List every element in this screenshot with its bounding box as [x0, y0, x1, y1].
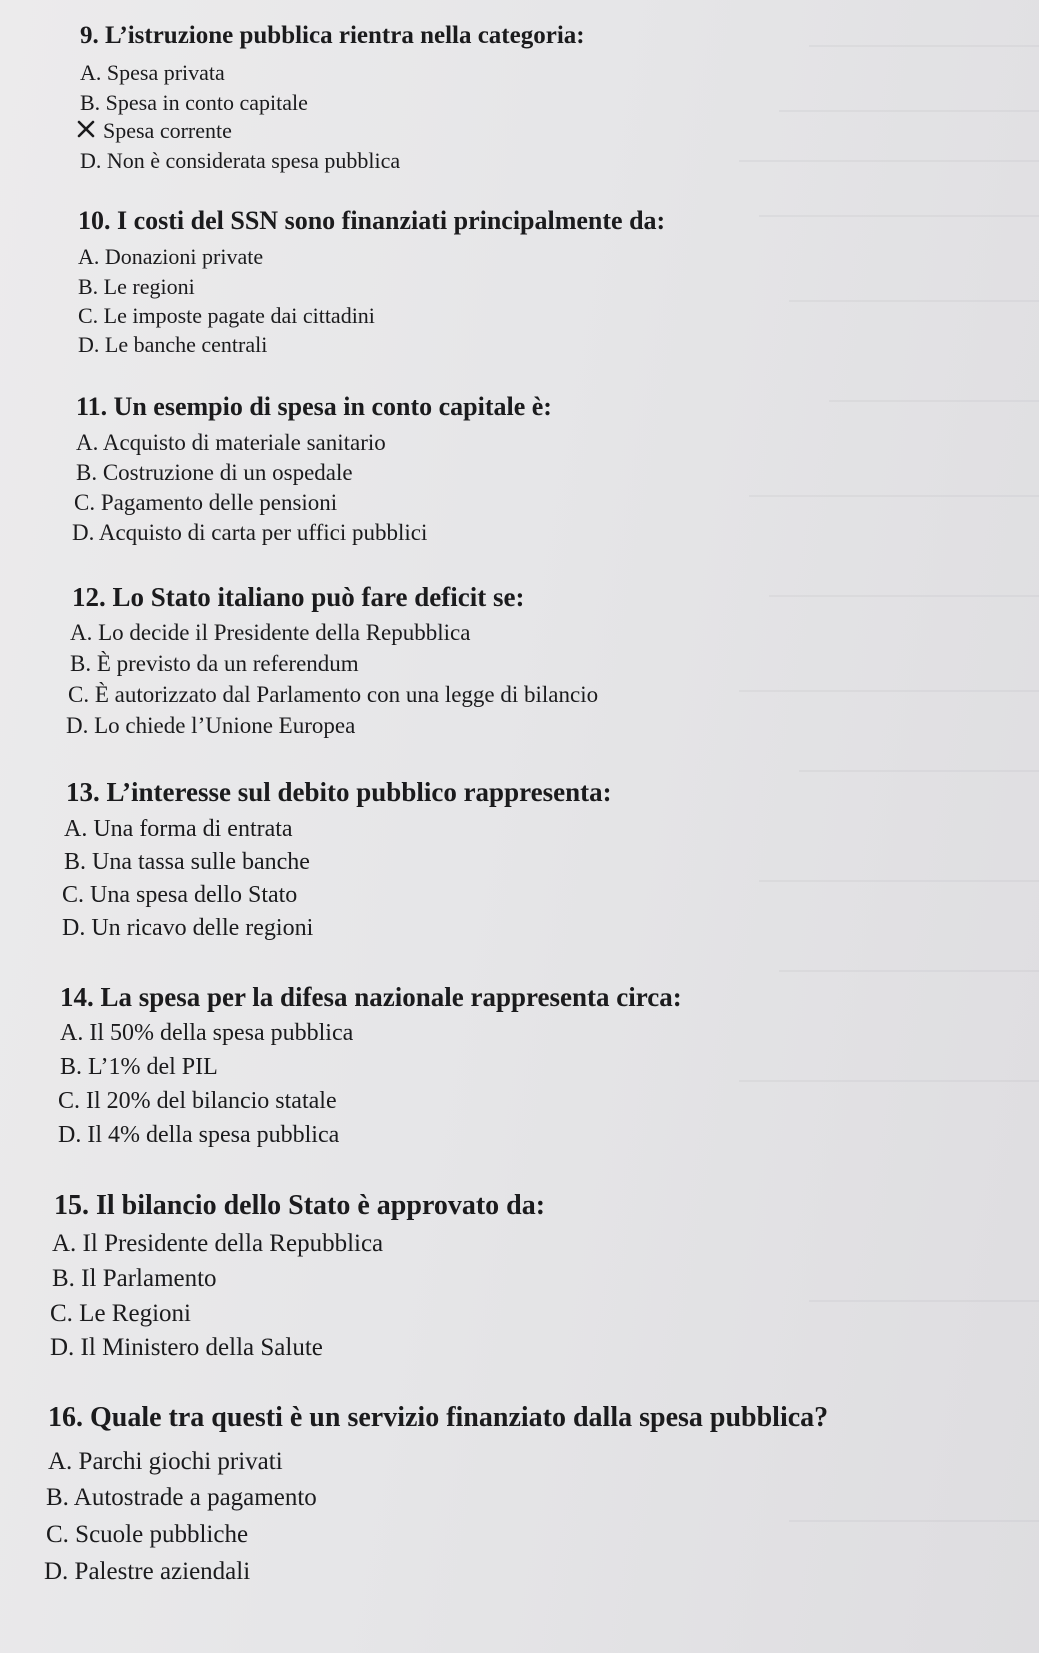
answer-option-d: D. Le banche centrali	[78, 332, 268, 357]
answer-option-c: C. Pagamento delle pensioni	[74, 490, 338, 515]
answer-option-a: A. Il Presidente della Repubblica	[52, 1230, 384, 1257]
answer-option-a: A. Lo decide il Presidente della Repubblica	[70, 620, 471, 645]
answer-option-b: B. L’1% del PIL	[60, 1054, 218, 1080]
answer-option-d: D. Un ricavo delle regioni	[62, 915, 314, 941]
answer-option-a: A. Il 50% della spesa pubblica	[60, 1020, 354, 1046]
answer-option-c: C. Scuole pubbliche	[46, 1521, 249, 1548]
answer-option-b: B. Costruzione di un ospedale	[76, 460, 353, 485]
answer-option-a: A. Una forma di entrata	[64, 816, 293, 842]
answer-option-c: C. Una spesa dello Stato	[62, 882, 298, 908]
answer-option-a: A. Spesa privata	[80, 60, 225, 85]
answer-option-d: D. Non è considerata spesa pubblica	[80, 148, 401, 173]
answer-option-b: B. È previsto da un referendum	[70, 651, 359, 676]
answer-option-b: B. Una tassa sulle banche	[64, 849, 310, 875]
answer-option-a: A. Acquisto di materiale sanitario	[76, 430, 386, 455]
answer-option-b: B. Il Parlamento	[52, 1265, 217, 1292]
answer-option-c: C. Le imposte pagate dai cittadini	[78, 303, 375, 328]
answer-option-d: D. Lo chiede l’Unione Europea	[66, 713, 356, 738]
question-title: 11. Un esempio di spesa in conto capitale è:	[76, 392, 552, 421]
answer-option-d: D. Il Ministero della Salute	[50, 1334, 323, 1361]
answer-option-b: B. Le regioni	[78, 274, 195, 299]
answer-option-c: Spesa corrente	[103, 118, 232, 143]
question-title: 10. I costi del SSN sono finanziati principalmente da:	[78, 206, 666, 235]
answer-option-a: A. Parchi giochi privati	[48, 1448, 283, 1475]
answer-option-c: C. È autorizzato dal Parlamento con una legge di bilancio	[68, 682, 599, 707]
question-title: 16. Quale tra questi è un servizio finanziato dalla spesa pubblica?	[48, 1402, 829, 1433]
answer-option-c: C. Le Regioni	[50, 1300, 191, 1327]
question-title: 12. Lo Stato italiano può fare deficit se:	[72, 582, 525, 612]
answer-option-b: B. Spesa in conto capitale	[80, 90, 308, 115]
answer-option-d: D. Acquisto di carta per uffici pubblici	[72, 520, 428, 545]
question-title: 13. L’interesse sul debito pubblico rappresenta:	[66, 777, 612, 807]
question-title: 9. L’istruzione pubblica rientra nella categoria:	[80, 22, 585, 49]
answer-option-d: D. Il 4% della spesa pubblica	[58, 1122, 340, 1148]
answer-option-c: C. Il 20% del bilancio statale	[58, 1088, 337, 1114]
answer-option-a: A. Donazioni private	[78, 244, 264, 269]
question-title: 15. Il bilancio dello Stato è approvato da:	[54, 1190, 546, 1221]
answer-option-d: D. Palestre aziendali	[44, 1558, 251, 1585]
answer-option-b: B. Autostrade a pagamento	[46, 1484, 317, 1511]
x-mark-icon	[76, 119, 96, 139]
question-title: 14. La spesa per la difesa nazionale rappresenta circa:	[60, 982, 682, 1012]
